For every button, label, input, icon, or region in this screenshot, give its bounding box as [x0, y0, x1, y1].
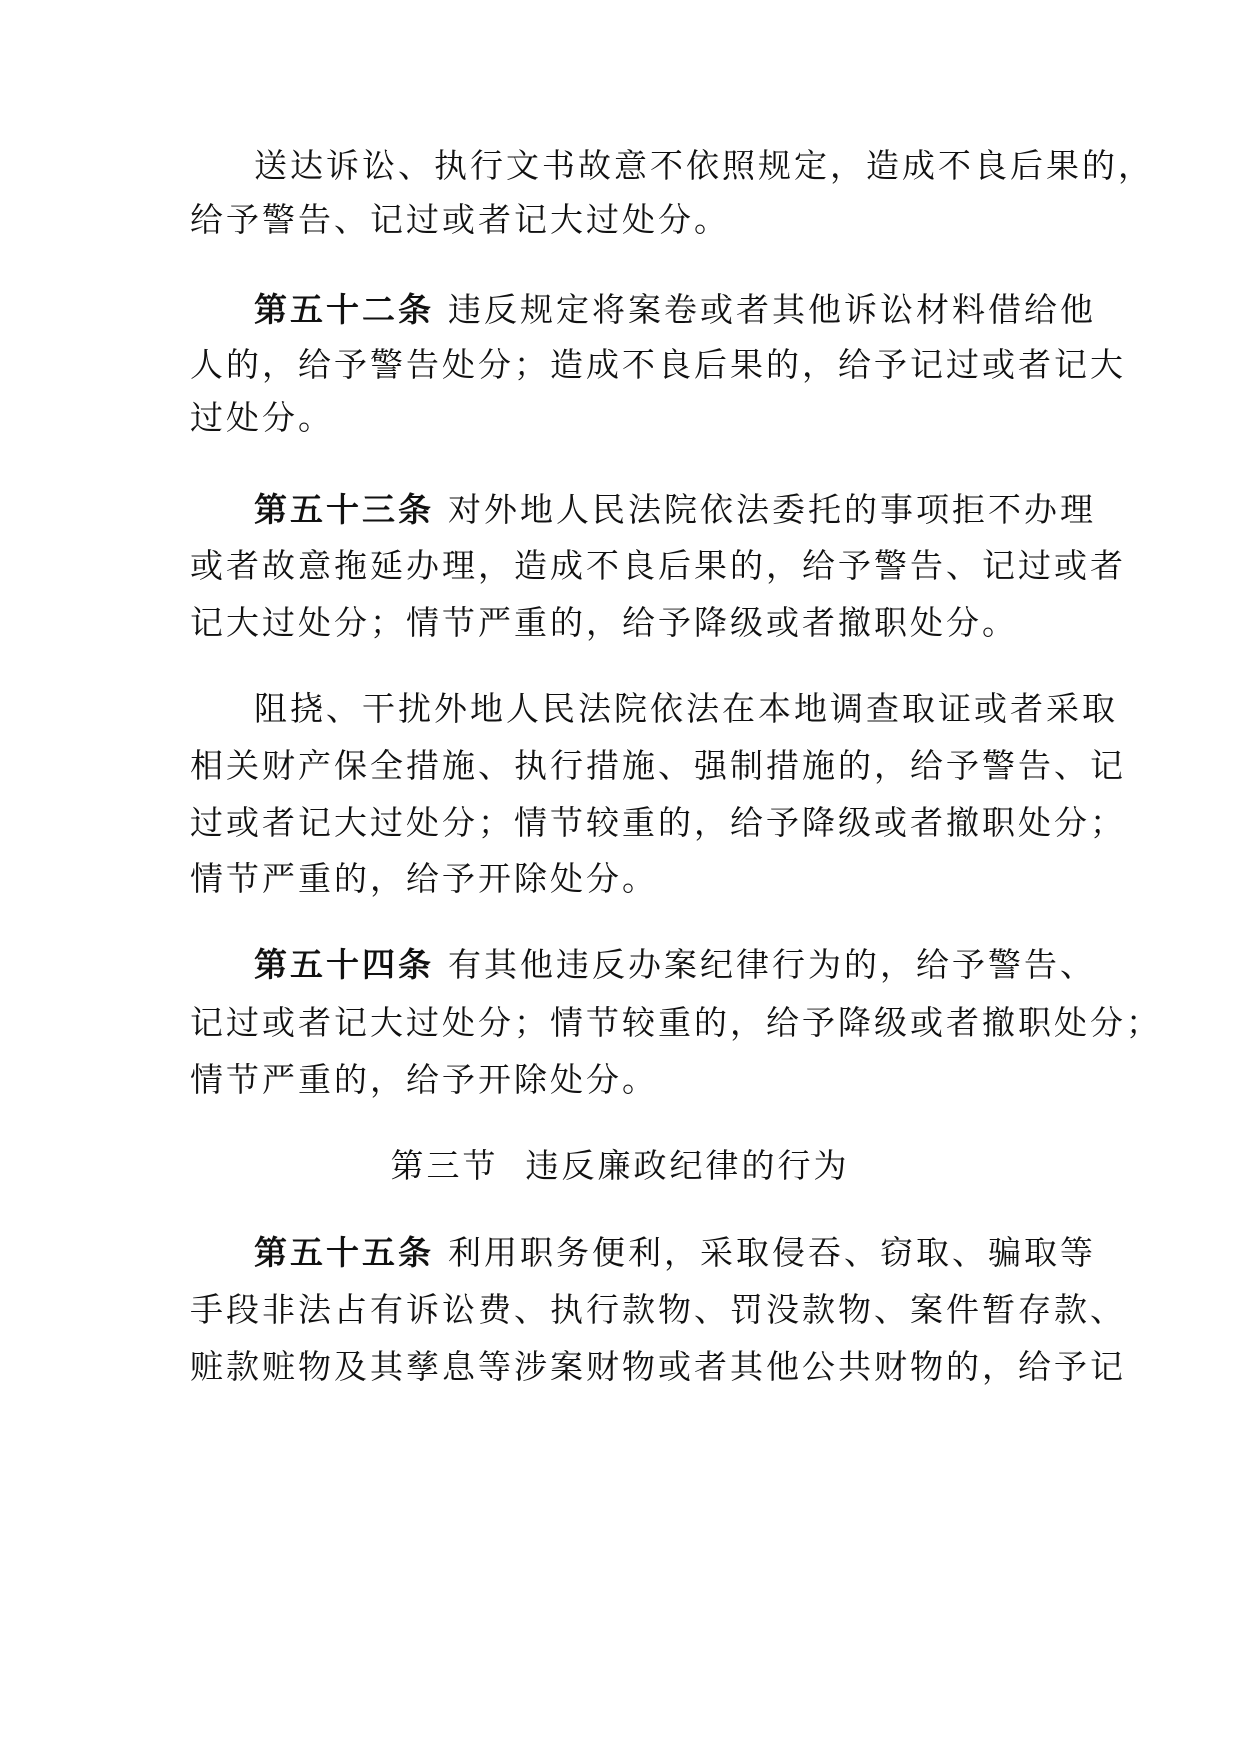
paragraph-line: 情节严重的，给予开除处分。 [190, 859, 658, 898]
article-54-line: 第五十四条 有其他违反办案纪律行为的，给予警告、 [254, 945, 1096, 984]
paragraph-line: 阻挠、干扰外地人民法院依法在本地调查取证或者采取 [254, 689, 1118, 728]
paragraph-line: 记过或者记大过处分；情节较重的，给予降级或者撤职处分； [190, 1003, 1162, 1042]
article-55-line: 第五十五条 利用职务便利，采取侵吞、窃取、骗取等 [254, 1233, 1096, 1272]
paragraph-line: 给予警告、记过或者记大过处分。 [190, 200, 730, 239]
paragraph-line: 手段非法占有诉讼费、执行款物、罚没款物、案件暂存款、 [190, 1290, 1126, 1329]
article-53-title: 第五十三条 [254, 490, 434, 529]
article-52-line: 第五十二条 违反规定将案卷或者其他诉讼材料借给他 [254, 290, 1096, 329]
paragraph-line: 赃款赃物及其孳息等涉案财物或者其他公共财物的，给予记 [190, 1347, 1126, 1386]
article-54-title: 第五十四条 [254, 945, 434, 984]
paragraph-line: 记大过处分；情节严重的，给予降级或者撤职处分。 [190, 603, 1018, 642]
paragraph-line: 送达诉讼、执行文书故意不依照规定，造成不良后果的， [254, 146, 1154, 185]
paragraph-line: 情节严重的，给予开除处分。 [190, 1060, 658, 1099]
paragraph-line: 过或者记大过处分；情节较重的，给予降级或者撤职处分； [190, 803, 1126, 842]
paragraph-line: 相关财产保全措施、执行措施、强制措施的，给予警告、记 [190, 746, 1126, 785]
paragraph-line: 过处分。 [190, 398, 334, 437]
article-52-title: 第五十二条 [254, 290, 434, 329]
article-53-line: 第五十三条 对外地人民法院依法委托的事项拒不办理 [254, 490, 1096, 529]
paragraph-line: 或者故意拖延办理，造成不良后果的，给予警告、记过或者 [190, 546, 1126, 585]
paragraph-line: 人的，给予警告处分；造成不良后果的，给予记过或者记大 [190, 345, 1126, 384]
section-heading: 第三节 违反廉政纪律的行为 [390, 1146, 850, 1185]
article-55-title: 第五十五条 [254, 1233, 434, 1272]
